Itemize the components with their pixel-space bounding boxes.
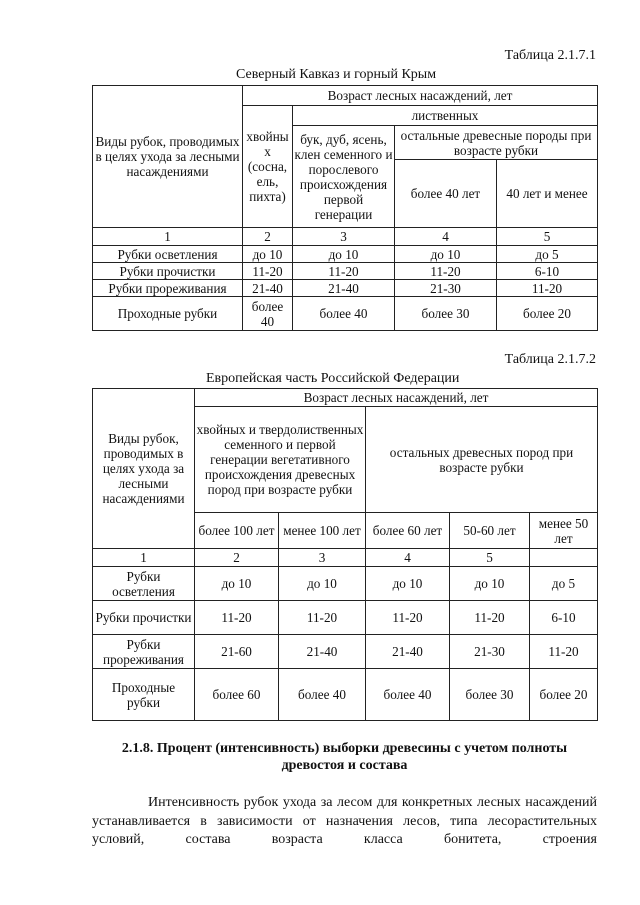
cell: более 30 [450, 669, 530, 721]
cell: до 10 [279, 567, 366, 601]
table1-header-over40: более 40 лет [395, 160, 497, 228]
cell: до 10 [195, 567, 279, 601]
row-name: Рубки прочистки [93, 601, 195, 635]
table-row [93, 297, 598, 331]
cell: 11-20 [243, 263, 293, 280]
cell: 11-20 [395, 263, 497, 280]
row-name: Рубки прореживания [93, 635, 195, 669]
cell: более 60 [195, 669, 279, 721]
cell: 11-20 [279, 601, 366, 635]
cell: более 40 [366, 669, 450, 721]
table1 [92, 85, 598, 331]
table-row [93, 246, 598, 263]
table2-header-sub: 50-60 лет [450, 513, 530, 549]
table1-header-conifer: хвойны х (сосна, ель, пихта) [243, 106, 293, 228]
cell: 11-20 [366, 601, 450, 635]
table1-header-beech: бук, дуб, ясень, клен семенного и порослевого происхождения первой генерации [293, 126, 395, 228]
cell: 21-30 [395, 280, 497, 297]
cell: более 20 [497, 297, 598, 331]
row-name: Рубки осветления [93, 567, 195, 601]
cell: 21-40 [366, 635, 450, 669]
table2-header-age: Возраст лесных насаждений, лет [195, 389, 598, 407]
cell: до 10 [243, 246, 293, 263]
table1-index-cell: 3 [293, 228, 395, 246]
cell: до 10 [293, 246, 395, 263]
section-heading: 2.1.8. Процент (интенсивность) выборки древесины с учетом полноты древостоя и состава [121, 741, 568, 773]
table-row [93, 280, 598, 297]
row-name: Рубки прореживания [93, 280, 243, 297]
cell: 11-20 [530, 635, 598, 669]
table2-index-cell: 4 [366, 549, 450, 567]
table1-header-under40: 40 лет и менее [497, 160, 598, 228]
table1-title: Северный Кавказ и горный Крым [236, 67, 437, 82]
row-name: Рубки прочистки [93, 263, 243, 280]
cell: 6-10 [497, 263, 598, 280]
table1-index-cell: 5 [497, 228, 598, 246]
cell: 6-10 [530, 601, 598, 635]
row-name: Проходные рубки [93, 297, 243, 331]
table1-index-cell: 1 [93, 228, 243, 246]
cell: 21-40 [279, 635, 366, 669]
section-paragraph [92, 794, 597, 850]
cell: 11-20 [293, 263, 395, 280]
cell: до 10 [366, 567, 450, 601]
cell: до 5 [530, 567, 598, 601]
table2-header-other: остальных древесных пород при возрасте рубки [366, 407, 598, 513]
table2 [92, 388, 598, 721]
table2-header-sub: более 60 лет [366, 513, 450, 549]
table2-header-sub: менее 100 лет [279, 513, 366, 549]
table2-header-kind: Виды рубок, проводимых в целях ухода за лесными насаждениями [93, 389, 195, 549]
table2-index-cell: 5 [450, 549, 530, 567]
table2-header-sub: более 100 лет [195, 513, 279, 549]
cell: более 40 [279, 669, 366, 721]
cell: более 20 [530, 669, 598, 721]
cell: 21-30 [450, 635, 530, 669]
cell: более 30 [395, 297, 497, 331]
cell: до 10 [395, 246, 497, 263]
cell: 11-20 [450, 601, 530, 635]
table2-index-cell: 3 [279, 549, 366, 567]
cell: 21-40 [243, 280, 293, 297]
table-row [93, 635, 598, 669]
cell: до 5 [497, 246, 598, 263]
cell: 21-40 [293, 280, 395, 297]
table1-header-deciduous: лиственных [293, 106, 598, 126]
table1-index-cell: 4 [395, 228, 497, 246]
table2-number: Таблица 2.1.7.2 [504, 352, 596, 367]
table2-header-conifer: хвойных и твердолиственных семенного и первой генерации вегетативного происхождения древесных пород при возрасте рубки [195, 407, 366, 513]
table2-title: Европейская часть Российской Федерации [206, 371, 460, 386]
table1-header-age: Возраст лесных насаждений, лет [243, 86, 598, 106]
cell: 21-60 [195, 635, 279, 669]
table1-header-other: остальные древесные породы при возрасте рубки [395, 126, 598, 160]
table-row [93, 601, 598, 635]
paragraph-text: Интенсивность рубок ухода за лесом для конкретных лесных насаждений устанавливается в зависимости от назначения лесов, типа лесорастительных условий, состава возраста класса бонитета, строения [92, 795, 597, 847]
row-name: Рубки осветления [93, 246, 243, 263]
cell: более 40 [243, 297, 293, 331]
table-row [93, 567, 598, 601]
cell: 11-20 [497, 280, 598, 297]
table1-index-cell: 2 [243, 228, 293, 246]
cell: до 10 [450, 567, 530, 601]
table1-header-kind: Виды рубок, проводимых в целях ухода за лесными насаждениями [93, 86, 243, 228]
row-name: Проходные рубки [93, 669, 195, 721]
table-row [93, 263, 598, 280]
table2-index-cell: 1 [93, 549, 195, 567]
table-row [93, 669, 598, 721]
cell: более 40 [293, 297, 395, 331]
table2-header-sub: менее 50 лет [530, 513, 598, 549]
table2-index-cell: 2 [195, 549, 279, 567]
table2-index-cell [530, 549, 598, 567]
table1-number: Таблица 2.1.7.1 [504, 48, 596, 63]
cell: 11-20 [195, 601, 279, 635]
